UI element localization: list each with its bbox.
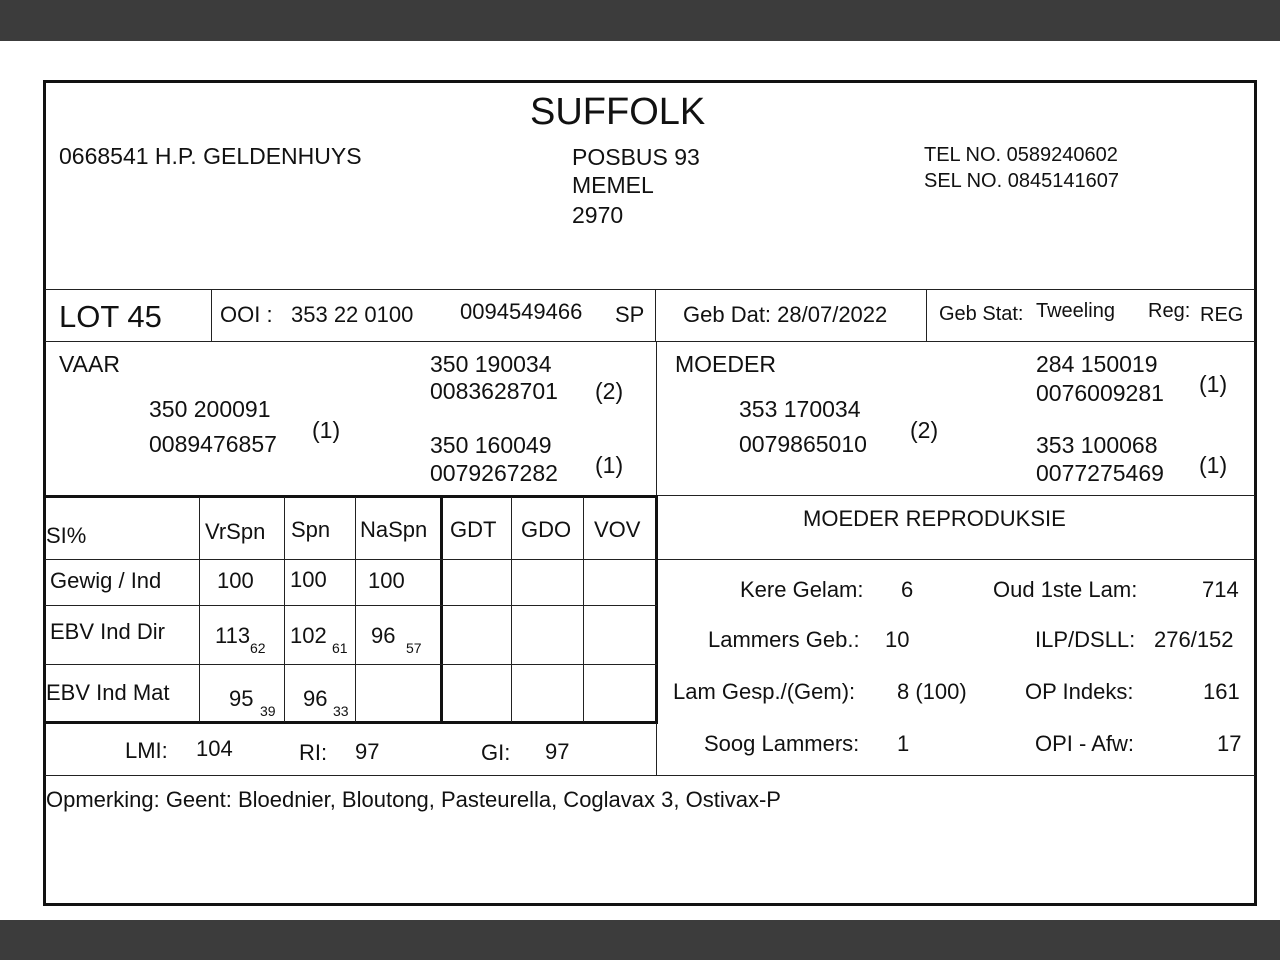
oud-value: 714 <box>1202 577 1239 602</box>
opi-label: OPI - Afw: <box>1035 731 1135 756</box>
ebv-mat-vrspn: 95 <box>229 686 254 711</box>
header-gdo: GDO <box>521 517 572 542</box>
row-ebv-mat-label: EBV Ind Mat <box>46 680 170 705</box>
vaar-dam-code: 350 160049 <box>430 432 552 458</box>
opi-value: 17 <box>1217 731 1242 756</box>
soog-value: 1 <box>897 731 910 756</box>
top-bar <box>0 0 1280 41</box>
header-gdt: GDT <box>450 517 497 542</box>
ebv-dir-vrspn-sub: 62 <box>250 640 266 656</box>
reg-label: Reg: <box>1148 300 1191 322</box>
remark: Opmerking: Geent: Bloednier, Bloutong, Pasteurella, Coglavax 3, Ostivax-P <box>46 787 781 812</box>
address-line-1: POSBUS 93 <box>572 144 700 170</box>
ooi-code: 353 22 0100 <box>291 302 414 327</box>
ooi-suffix: SP <box>615 302 645 327</box>
vaar-dam-count: (1) <box>595 452 624 478</box>
gewig-naspn: 100 <box>368 568 405 593</box>
gewig-vrspn: 100 <box>217 568 254 593</box>
ilp-value: 276/152 <box>1154 627 1234 652</box>
ooi-label: OOI : <box>220 302 273 327</box>
header-spn: Spn <box>291 517 331 542</box>
gi-label: GI: <box>481 740 511 765</box>
oud-label: Oud 1ste Lam: <box>993 577 1138 602</box>
op-indeks-label: OP Indeks: <box>1025 679 1134 704</box>
owner-id-name: 0668541 H.P. GELDENHUYS <box>59 143 362 169</box>
reg-value: REG <box>1200 304 1244 326</box>
lam-gesp-value: 8 (100) <box>897 679 967 704</box>
ebv-mat-spn: 96 <box>303 686 328 711</box>
lmi-label: LMI: <box>125 738 168 763</box>
ebv-dir-spn: 102 <box>290 623 327 648</box>
moeder-sire-code: 284 150019 <box>1036 351 1158 377</box>
ebv-dir-spn-sub: 61 <box>332 640 348 656</box>
gewig-spn: 100 <box>290 567 327 592</box>
moeder-code: 353 170034 <box>739 396 861 422</box>
kere-gelam-label: Kere Gelam: <box>740 577 864 602</box>
moeder-number: 0079865010 <box>739 431 867 457</box>
lot-number: LOT 45 <box>59 299 162 334</box>
vaar-code: 350 200091 <box>149 396 271 422</box>
moeder-label: MOEDER <box>675 351 776 377</box>
ri-label: RI: <box>299 740 328 765</box>
lammers-geb-label: Lammers Geb.: <box>708 627 860 652</box>
moeder-sire-number: 0076009281 <box>1036 380 1164 406</box>
moeder-sire-count: (1) <box>1199 371 1228 397</box>
vaar-count: (1) <box>312 417 341 443</box>
vaar-label: VAAR <box>59 351 120 377</box>
kere-gelam-value: 6 <box>901 577 914 602</box>
breed-title: SUFFOLK <box>530 91 706 133</box>
gi-value: 97 <box>545 739 570 764</box>
moeder-dam-code: 353 100068 <box>1036 432 1158 458</box>
ebv-dir-naspn-sub: 57 <box>406 640 422 656</box>
si-corner: SI% <box>46 523 87 548</box>
address-line-2: MEMEL <box>572 172 654 198</box>
header-vov: VOV <box>594 517 641 542</box>
row-gewig-label: Gewig / Ind <box>50 568 162 593</box>
lam-gesp-label: Lam Gesp./(Gem): <box>673 679 856 704</box>
moeder-dam-number: 0077275469 <box>1036 460 1164 486</box>
ilp-label: ILP/DSLL: <box>1035 627 1136 652</box>
vaar-number: 0089476857 <box>149 431 277 457</box>
sel-number: SEL NO. 0845141607 <box>924 170 1119 192</box>
lmi-value: 104 <box>196 736 233 761</box>
moeder-dam-count: (1) <box>1199 452 1228 478</box>
ebv-dir-naspn: 96 <box>371 623 396 648</box>
ebv-mat-spn-sub: 33 <box>333 703 349 719</box>
vaar-sire-count: (2) <box>595 378 624 404</box>
ebv-mat-vrspn-sub: 39 <box>260 703 276 719</box>
moeder-count: (2) <box>910 417 939 443</box>
header-vrspn: VrSpn <box>205 519 266 544</box>
vaar-sire-code: 350 190034 <box>430 351 552 377</box>
bottom-bar <box>0 920 1280 960</box>
ri-value: 97 <box>355 739 380 764</box>
row-ebv-dir-label: EBV Ind Dir <box>50 619 165 644</box>
address-line-3: 2970 <box>572 202 624 228</box>
tel-number: TEL NO. 0589240602 <box>924 144 1118 166</box>
op-indeks-value: 161 <box>1203 679 1240 704</box>
header-naspn: NaSpn <box>360 517 428 542</box>
ooi-number: 0094549466 <box>460 299 583 324</box>
birth-date: Geb Dat: 28/07/2022 <box>683 302 888 327</box>
birth-status-label: Geb Stat: <box>939 303 1024 325</box>
soog-label: Soog Lammers: <box>704 731 860 756</box>
birth-status-value: Tweeling <box>1036 300 1115 322</box>
vaar-sire-number: 0083628701 <box>430 378 558 404</box>
repro-title: MOEDER REPRODUKSIE <box>803 506 1066 531</box>
lammers-geb-value: 10 <box>885 627 910 652</box>
vaar-dam-number: 0079267282 <box>430 460 558 486</box>
ebv-dir-vrspn: 113 <box>215 623 251 648</box>
